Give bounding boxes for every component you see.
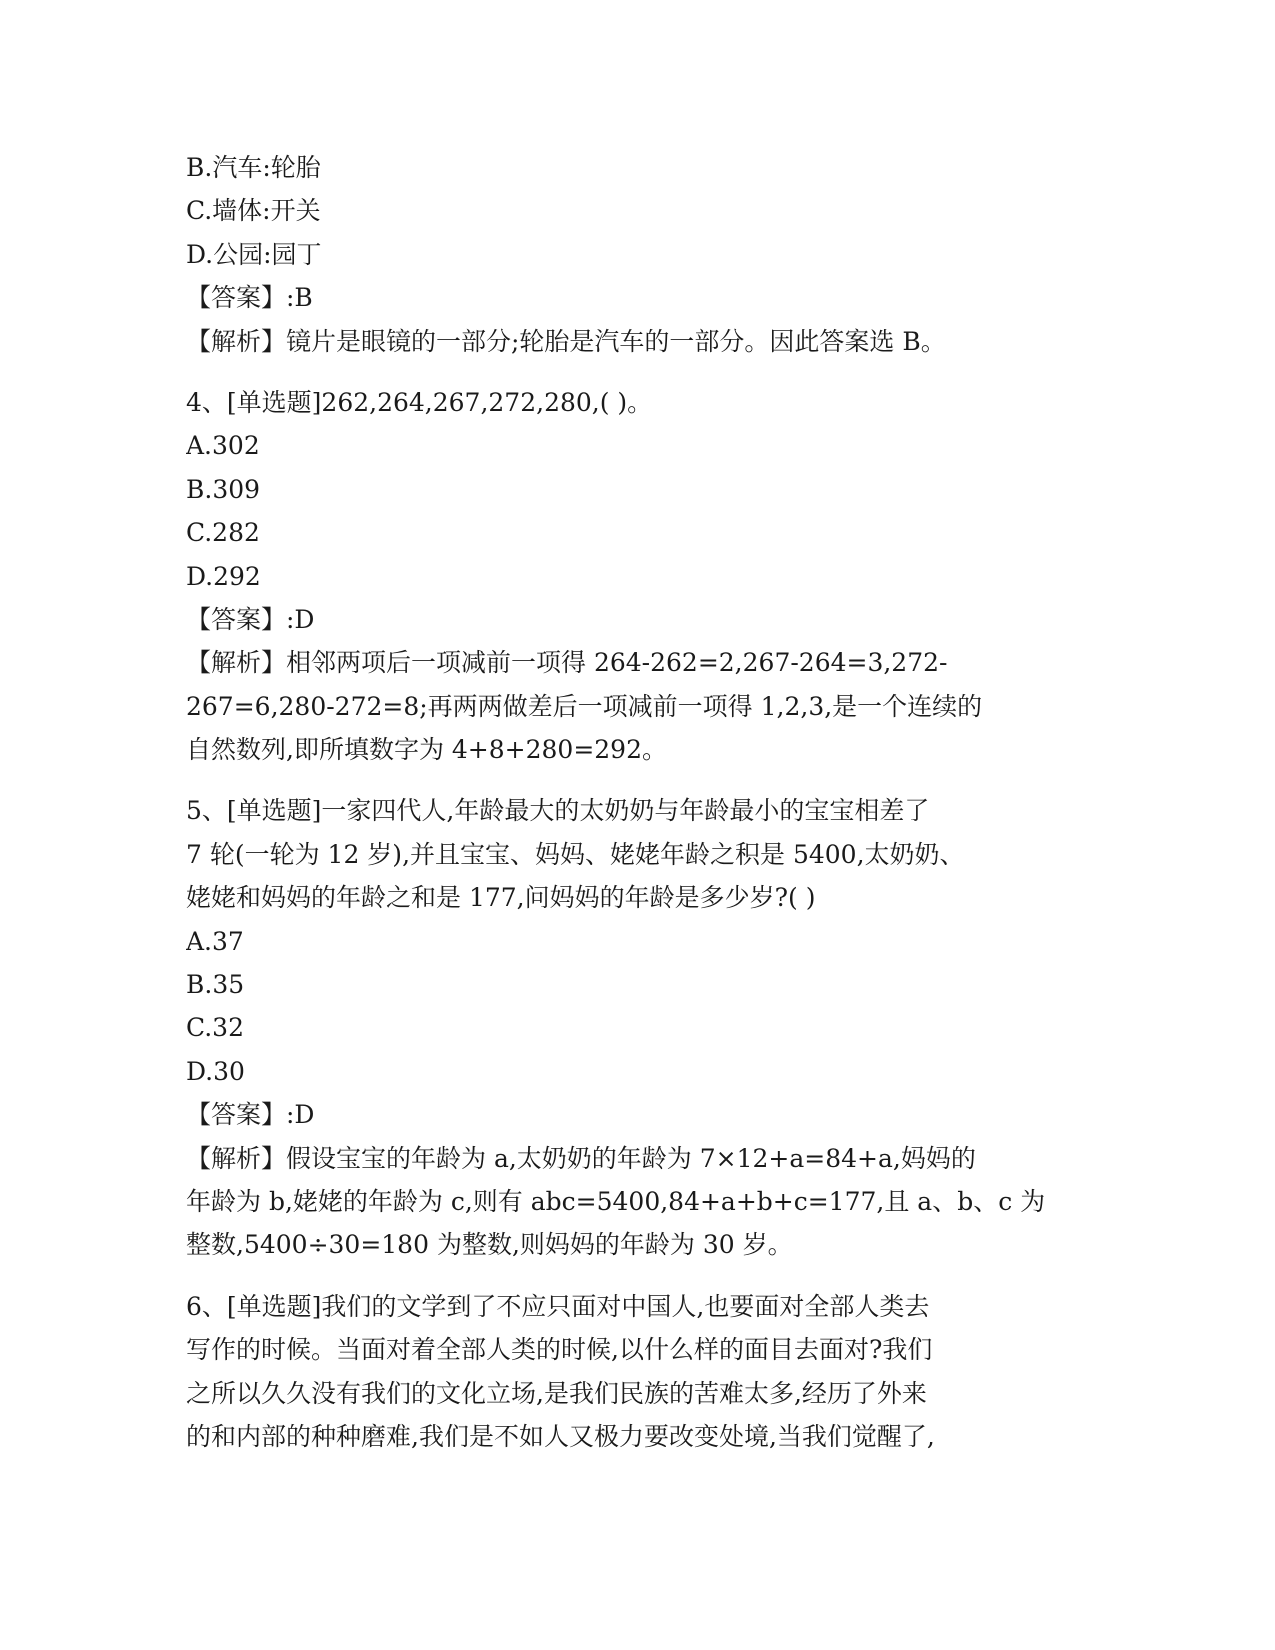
- option-c: C.282: [186, 518, 260, 548]
- option-a: A.302: [186, 431, 260, 461]
- spacer: [186, 1267, 1096, 1285]
- explanation-line: 【解析】相邻两项后一项减前一项得 264-262=2,267-264=3,272-: [186, 648, 948, 678]
- option-d: D.公园:园丁: [186, 239, 322, 269]
- explanation-line: 267=6,280-272=8;再两两做差后一项减前一项得 1,2,3,是一个连续的: [186, 691, 983, 721]
- option-c: C.32: [186, 1013, 244, 1043]
- option-c: C.墙体:开关: [186, 196, 321, 226]
- option-d: D.30: [186, 1056, 245, 1086]
- option-b: B.35: [186, 970, 245, 1000]
- option-b: B.309: [186, 474, 261, 504]
- question-6-line: 的和内部的种种磨难,我们是不如人又极力要改变处境,当我们觉醒了,: [186, 1421, 935, 1451]
- question-6-line: 6、[单选题]我们的文学到了不应只面对中国人,也要面对全部人类去: [186, 1291, 930, 1321]
- explanation-line: 年龄为 b,姥姥的年龄为 c,则有 abc=5400,84+a+b+c=177,且 a、b、c 为: [186, 1186, 1046, 1216]
- option-b: B.汽车:轮胎: [186, 153, 321, 182]
- option-a: A.37: [186, 926, 244, 956]
- question-4: 4、[单选题]262,264,267,272,280,( )。: [186, 387, 653, 417]
- option-d: D.292: [186, 561, 261, 591]
- document-body: [186, 146, 1096, 1458]
- answer: 【答案】:D: [186, 604, 315, 634]
- spacer: [186, 363, 1096, 381]
- question-6-line: 写作的时候。当面对着全部人类的时候,以什么样的面目去面对?我们: [186, 1335, 933, 1365]
- answer: 【答案】:D: [186, 1100, 315, 1130]
- answer: 【答案】:B: [186, 283, 313, 313]
- explanation-line: 整数,5400÷30=180 为整数,则妈妈的年龄为 30 岁。: [186, 1230, 793, 1260]
- explanation-line: 自然数列,即所填数字为 4+8+280=292。: [186, 735, 667, 765]
- question-5-line: 7 轮(一轮为 12 岁),并且宝宝、妈妈、姥姥年龄之积是 5400,太奶奶、: [186, 839, 965, 869]
- spacer: [186, 771, 1096, 789]
- question-6-line: 之所以久久没有我们的文化立场,是我们民族的苦难太多,经历了外来: [186, 1378, 927, 1408]
- explanation: 【解析】镜片是眼镜的一部分;轮胎是汽车的一部分。因此答案选 B。: [186, 326, 946, 356]
- explanation-line: 【解析】假设宝宝的年龄为 a,太奶奶的年龄为 7×12+a=84+a,妈妈的: [186, 1143, 976, 1173]
- question-5-line: 姥姥和妈妈的年龄之和是 177,问妈妈的年龄是多少岁?( ): [186, 883, 816, 913]
- question-5-line: 5、[单选题]一家四代人,年龄最大的太奶奶与年龄最小的宝宝相差了: [186, 796, 930, 826]
